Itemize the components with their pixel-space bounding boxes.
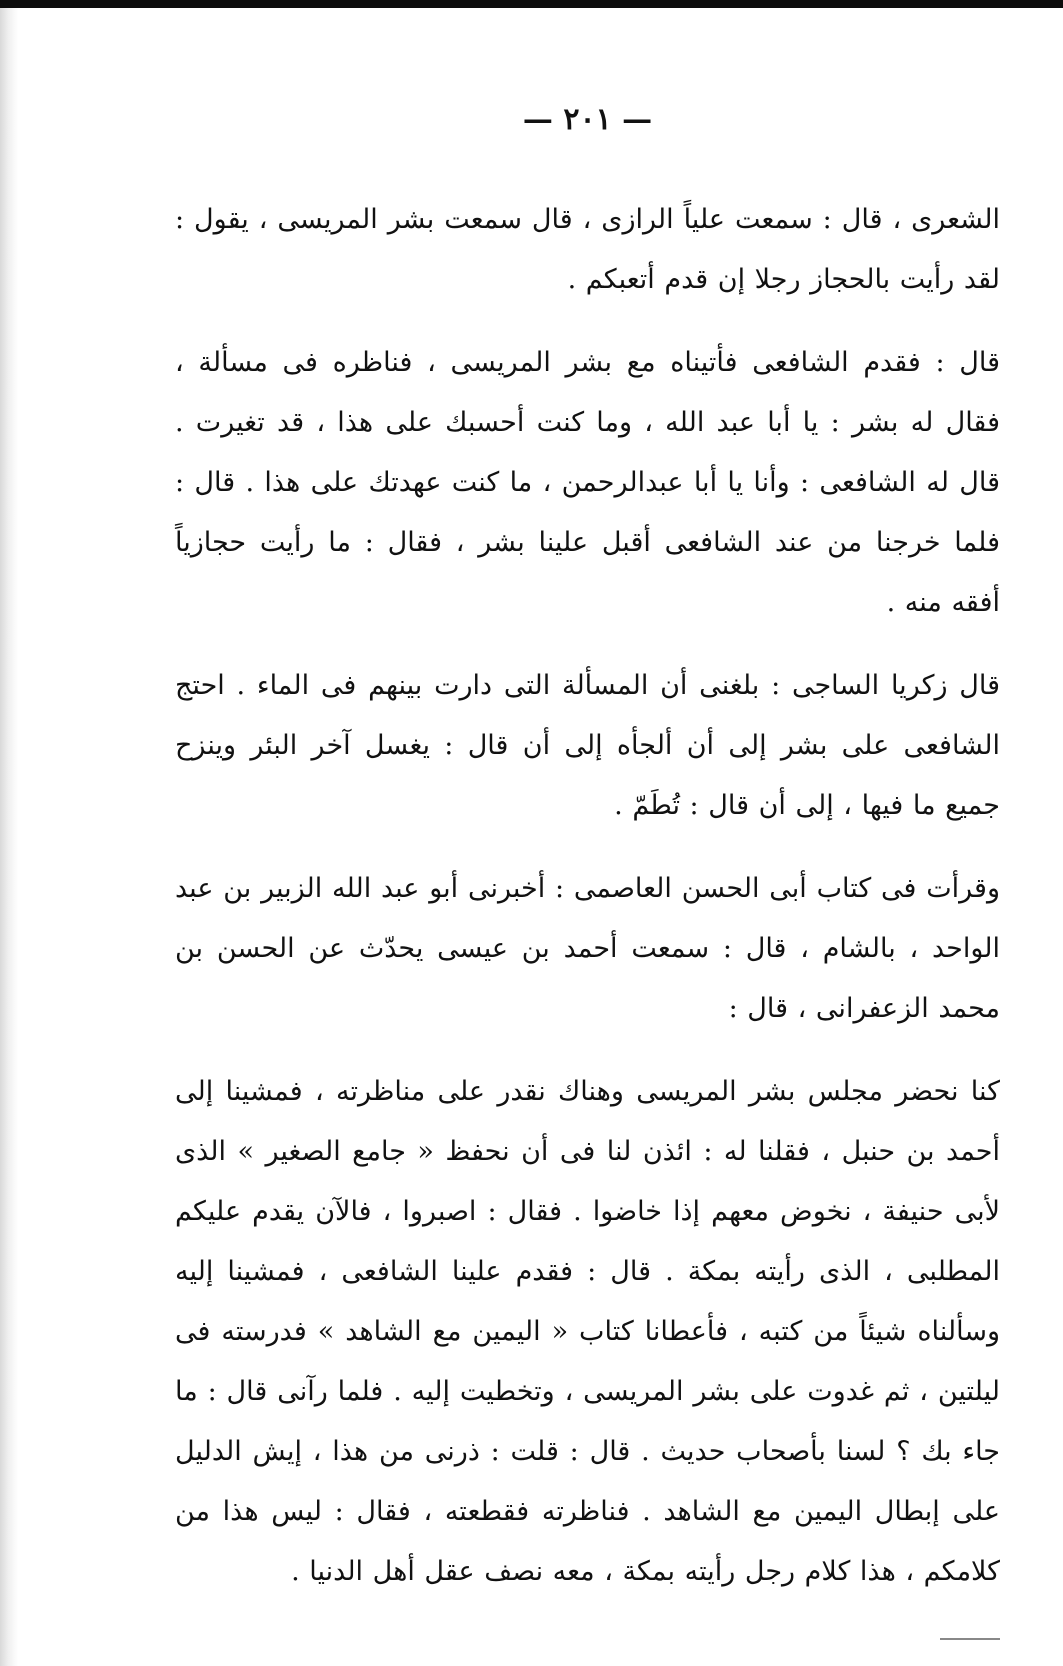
paragraph-3: قال زكريا الساجى : بلغنى أن المسألة التى دارت بينهم فى الماء . احتج الشافعى على بشر إلى أن ألجأه إلى أن قال : يغسل آخر البئر وينزح جميع ما فيها ، إلى أن قال : تُطَمّ . [175, 670, 1000, 821]
paragraph-1: الشعرى ، قال : سمعت علياً الرازى ، قال سمعت بشر المريسى ، يقول : لقد رأيت بالحجاز رجلا إن قدم أتعبكم . [175, 204, 1000, 295]
book-page [175, 100, 1000, 1640]
paragraph-5: كنا نحضر مجلس بشر المريسى وهناك نقدر على مناظرته ، فمشينا إلى أحمد بن حنبل ، فقلنا له : ائذن لنا فى أن نحفظ « جامع الصغير » الذى لأبى حنيفة ، نخوض معهم إذا خاضوا . فقال : اصبروا ، فالآن يقدم عليكم المطلبى ، الذى رأيته بمكة . قال : فقدم علينا الشافعى ، فمشينا إليه وسألناه شيئاً من كتبه ، فأعطانا كتاب « اليمين مع الشاهد » فدرسته فى ليلتين ، ثم غدوت على بشر المريسى ، وتخطيت إليه . فلما رآنى قال : ما جاء بك ؟ لسنا بأصحاب حديث . قال : قلت : ذرنى من هذا ، إيش الدليل على إبطال اليمين مع الشاهد . فناظرته فقطعته ، فقال : ليس هذا من كلامكم ، هذا كلام رجل رأيته بمكة ، معه نصف عقل أهل الدنيا . [175, 1076, 1000, 1587]
paragraph-4: وقرأت فى كتاب أبى الحسن العاصمى : أخبرنى أبو عبد الله الزبير بن عبد الواحد ، بالشام ، قال : سمعت أحمد بن عيسى يحدّث عن الحسن بن محمد الزعفرانى ، قال : [175, 873, 1000, 1024]
paragraph-2: قال : فقدم الشافعى فأتيناه مع بشر المريسى ، فناظره فى مسألة ، فقال له بشر : يا أبا عبد الله ، وما كنت أحسبك على هذا ، قد تغيرت . قال له الشافعى : وأنا يا أبا عبدالرحمن ، ما كنت عهدتك على هذا . قال : فلما خرجنا من عند الشافعى أقبل علينا بشر ، فقال : ما رأيت حجازياً أفقه منه . [175, 347, 1000, 618]
scan-top-border [0, 0, 1063, 8]
page-number: — ٢٠١ — [522, 102, 653, 137]
bottom-rule [940, 1638, 1000, 1640]
scan-left-edge [0, 8, 18, 1666]
page-body [175, 190, 1000, 1625]
